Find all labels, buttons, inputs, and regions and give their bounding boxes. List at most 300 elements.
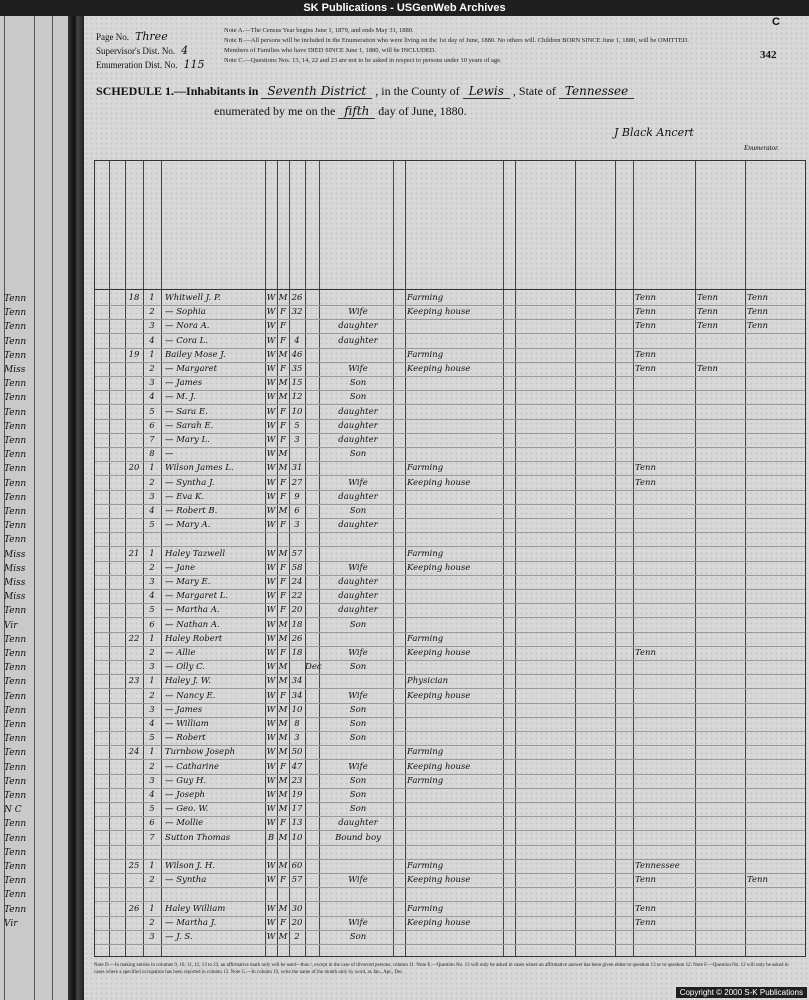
table-row bbox=[95, 902, 805, 917]
left-page-entry: Tenn bbox=[4, 734, 27, 745]
mother-birthplace: Tenn bbox=[747, 307, 768, 318]
color: W bbox=[266, 875, 276, 886]
census-notes bbox=[224, 26, 694, 66]
color: W bbox=[266, 406, 276, 417]
table-row bbox=[95, 362, 805, 377]
family-number: 6 bbox=[149, 420, 155, 431]
left-page-entry: Tenn bbox=[4, 535, 27, 546]
color: W bbox=[266, 392, 276, 403]
book-binding bbox=[68, 16, 84, 1000]
family-number: 1 bbox=[149, 676, 155, 687]
table-row bbox=[95, 575, 805, 590]
occupation: Farming bbox=[407, 775, 444, 786]
age: 32 bbox=[291, 307, 303, 318]
sex: F bbox=[280, 335, 286, 346]
person-name: — Syntha J. bbox=[165, 477, 215, 488]
left-page-entry: Miss bbox=[4, 549, 26, 560]
occupation: Keeping house bbox=[407, 364, 471, 374]
color: W bbox=[266, 378, 276, 389]
person-name: — Martha J. bbox=[165, 917, 217, 928]
age: 57 bbox=[291, 875, 303, 886]
relationship: Wife bbox=[348, 562, 368, 573]
table-row bbox=[95, 603, 805, 618]
table-row bbox=[95, 788, 805, 803]
age: 34 bbox=[291, 690, 303, 701]
sex: M bbox=[278, 662, 288, 673]
sex: F bbox=[280, 364, 286, 374]
birth-month: Dec bbox=[305, 662, 322, 673]
age: 6 bbox=[294, 506, 300, 516]
table-row bbox=[95, 490, 805, 505]
birthplace: Tenn bbox=[635, 293, 656, 303]
left-page-entry: Miss bbox=[4, 563, 26, 574]
table-row bbox=[95, 689, 805, 704]
occupation: Keeping house bbox=[407, 761, 471, 772]
person-name: — Joseph bbox=[165, 790, 206, 800]
relationship: Son bbox=[349, 790, 367, 800]
sex: F bbox=[280, 321, 286, 332]
table-row bbox=[95, 660, 805, 675]
sex: M bbox=[278, 378, 288, 389]
sex: F bbox=[280, 818, 286, 829]
family-number: 4 bbox=[149, 790, 155, 800]
family-number: 2 bbox=[149, 364, 155, 374]
relationship: daughter bbox=[338, 321, 378, 332]
table-row bbox=[95, 802, 805, 817]
person-name: Turnbow Joseph bbox=[165, 747, 236, 758]
occupation: Keeping house bbox=[407, 307, 471, 318]
family-number: 1 bbox=[149, 861, 155, 871]
family-number: 4 bbox=[149, 392, 155, 403]
person-name: — Mary A. bbox=[165, 520, 211, 531]
sex: M bbox=[278, 733, 288, 744]
person-name: — Nathan A. bbox=[165, 619, 220, 630]
color: W bbox=[266, 719, 276, 729]
left-page-entry: Tenn bbox=[4, 677, 27, 688]
left-page-entry: Miss bbox=[4, 578, 26, 588]
page-header-fields bbox=[96, 30, 205, 72]
color: W bbox=[266, 619, 276, 630]
left-page-entry: Tenn bbox=[4, 450, 27, 461]
sex: M bbox=[278, 633, 288, 644]
person-name: — Catharine bbox=[165, 761, 220, 772]
table-row bbox=[95, 419, 805, 434]
age: 22 bbox=[291, 591, 303, 602]
person-name: — M. J. bbox=[165, 392, 196, 403]
left-page-entry: Tenn bbox=[4, 904, 27, 915]
age: 12 bbox=[291, 392, 303, 403]
left-page-entry: Tenn bbox=[4, 705, 27, 716]
color: W bbox=[266, 818, 276, 829]
table-row bbox=[95, 859, 805, 874]
color: W bbox=[266, 676, 276, 687]
sex: F bbox=[280, 520, 286, 531]
color: W bbox=[266, 605, 276, 616]
left-page-entry: Tenn bbox=[4, 663, 27, 674]
sex: F bbox=[280, 577, 286, 587]
color: W bbox=[266, 747, 276, 758]
color: W bbox=[266, 633, 276, 644]
color: W bbox=[266, 335, 276, 346]
person-name: — James bbox=[165, 704, 203, 715]
age: 3 bbox=[294, 733, 300, 744]
left-page-entry: Tenn bbox=[4, 492, 27, 503]
occupation: Farming bbox=[407, 633, 444, 644]
family-number: 6 bbox=[149, 818, 155, 829]
occupation: Farming bbox=[407, 903, 444, 914]
family-number: 2 bbox=[149, 690, 155, 701]
enum-day-suffix: day of June, 1880. bbox=[378, 104, 467, 118]
table-row bbox=[95, 390, 805, 405]
district-value: Seventh District bbox=[261, 84, 372, 99]
person-name: — Nancy E. bbox=[165, 690, 216, 701]
sex: F bbox=[280, 435, 286, 445]
table-row bbox=[95, 816, 805, 831]
color: W bbox=[266, 790, 276, 800]
left-page-entry: Tenn bbox=[4, 776, 27, 787]
dwelling-number: 23 bbox=[128, 676, 140, 687]
table-row bbox=[95, 930, 805, 945]
sex: F bbox=[280, 917, 286, 928]
left-page-entry: N C bbox=[4, 805, 22, 816]
schedule-title: SCHEDULE 1.—Inhabitants in bbox=[96, 84, 259, 98]
sex: M bbox=[278, 804, 288, 815]
mother-birthplace: Tenn bbox=[747, 321, 768, 332]
family-number: 7 bbox=[149, 832, 155, 843]
family-number: 7 bbox=[149, 435, 155, 445]
left-page-entry: Tenn bbox=[4, 379, 27, 390]
age: 47 bbox=[291, 761, 303, 772]
age: 10 bbox=[291, 704, 303, 715]
age: 24 bbox=[291, 577, 303, 587]
person-name: — J. S. bbox=[165, 932, 193, 942]
age: 2 bbox=[294, 932, 300, 942]
table-row bbox=[95, 504, 805, 519]
sex: F bbox=[280, 491, 286, 502]
relationship: Wife bbox=[348, 364, 368, 374]
sex: M bbox=[278, 747, 288, 758]
occupation: Keeping house bbox=[407, 690, 471, 701]
family-number: 1 bbox=[149, 349, 155, 360]
sex: M bbox=[278, 349, 288, 360]
dwelling-number: 22 bbox=[128, 633, 140, 644]
occupation: Physician bbox=[407, 676, 449, 687]
age: 10 bbox=[291, 832, 303, 843]
family-number: 2 bbox=[149, 648, 155, 658]
left-page-entry: Tenn bbox=[4, 294, 27, 304]
enumeration-line bbox=[214, 104, 467, 119]
birthplace: Tenn bbox=[635, 364, 656, 374]
birthplace: Tenn bbox=[635, 903, 656, 914]
occupation: Keeping house bbox=[407, 562, 471, 573]
occupation: Farming bbox=[407, 293, 444, 303]
sex: M bbox=[278, 719, 288, 729]
color: W bbox=[266, 804, 276, 815]
color: W bbox=[266, 861, 276, 871]
person-name: Sutton Thomas bbox=[165, 832, 231, 843]
age: 5 bbox=[294, 420, 300, 431]
color: W bbox=[266, 903, 276, 914]
family-number: 6 bbox=[149, 619, 155, 630]
sex: M bbox=[278, 506, 288, 516]
family-number: 4 bbox=[149, 719, 155, 729]
person-name: Whitwell J. P. bbox=[165, 293, 221, 303]
sex: M bbox=[278, 619, 288, 630]
family-number: 2 bbox=[149, 562, 155, 573]
left-page-entry: Tenn bbox=[4, 336, 27, 347]
age: 17 bbox=[291, 804, 303, 815]
age: 57 bbox=[291, 548, 303, 559]
relationship: daughter bbox=[338, 491, 378, 502]
family-number: 1 bbox=[149, 548, 155, 559]
family-number: 5 bbox=[149, 520, 155, 531]
sex: M bbox=[278, 932, 288, 942]
person-name: — Olly C. bbox=[165, 662, 206, 673]
left-page-entry: Tenn bbox=[4, 819, 27, 830]
enumerator-label: Enumerator. bbox=[744, 144, 779, 152]
family-number: 4 bbox=[149, 506, 155, 516]
left-page-entry: Tenn bbox=[4, 507, 27, 517]
age: 19 bbox=[291, 790, 303, 800]
color: W bbox=[266, 435, 276, 445]
table-row bbox=[95, 532, 805, 547]
person-name: — Mollie bbox=[165, 818, 204, 829]
age: 9 bbox=[294, 491, 300, 502]
table-row bbox=[95, 873, 805, 888]
left-page-entry: Tenn bbox=[4, 606, 27, 617]
age: 27 bbox=[291, 477, 303, 488]
color: W bbox=[266, 477, 276, 488]
table-row bbox=[95, 632, 805, 647]
left-page-entry: Tenn bbox=[4, 847, 27, 858]
page-number: 342 bbox=[760, 49, 777, 61]
table-row bbox=[95, 405, 805, 420]
left-page-entry: Miss bbox=[4, 592, 26, 603]
sex: M bbox=[278, 903, 288, 914]
left-page-entry: Tenn bbox=[4, 649, 27, 659]
mother-birthplace: Tenn bbox=[747, 293, 768, 303]
family-number: 2 bbox=[149, 307, 155, 318]
sex: F bbox=[280, 690, 286, 701]
age: 4 bbox=[294, 335, 300, 346]
dwelling-number: 19 bbox=[128, 349, 140, 360]
age: 35 bbox=[291, 364, 303, 374]
relationship: Son bbox=[349, 449, 367, 460]
relationship: daughter bbox=[338, 591, 378, 602]
table-row bbox=[95, 831, 805, 846]
family-number: 1 bbox=[149, 747, 155, 758]
occupation: Farming bbox=[407, 463, 444, 474]
color: W bbox=[266, 775, 276, 786]
color: W bbox=[266, 704, 276, 715]
family-number: 2 bbox=[149, 761, 155, 772]
table-row bbox=[95, 774, 805, 789]
relationship: Son bbox=[349, 704, 367, 715]
age: 3 bbox=[294, 520, 300, 531]
relationship: Bound boy bbox=[335, 832, 381, 843]
table-row bbox=[95, 547, 805, 562]
relationship: Son bbox=[349, 392, 367, 403]
age: 30 bbox=[291, 903, 303, 914]
color: W bbox=[266, 562, 276, 573]
table-row bbox=[95, 518, 805, 533]
relationship: Son bbox=[349, 733, 367, 744]
color: W bbox=[266, 463, 276, 474]
relationship: daughter bbox=[338, 435, 378, 445]
relationship: Son bbox=[349, 506, 367, 516]
table-row bbox=[95, 376, 805, 391]
table-row bbox=[95, 348, 805, 363]
person-name: — Eva K. bbox=[165, 491, 205, 502]
county-label: , in the County of bbox=[375, 84, 460, 98]
person-name: — Sophia bbox=[165, 307, 206, 318]
sex: M bbox=[278, 548, 288, 559]
sex: M bbox=[278, 463, 288, 474]
birthplace: Tenn bbox=[635, 477, 656, 488]
left-page-entry: Tenn bbox=[4, 890, 27, 901]
color: W bbox=[266, 733, 276, 744]
age: 60 bbox=[291, 861, 303, 871]
color: W bbox=[266, 690, 276, 701]
family-number: 1 bbox=[149, 293, 155, 303]
age: 18 bbox=[291, 648, 303, 658]
relationship: Son bbox=[349, 378, 367, 389]
left-page-entry: Tenn bbox=[4, 421, 27, 432]
family-number: 2 bbox=[149, 917, 155, 928]
occupation: Farming bbox=[407, 861, 444, 871]
left-page-entry: Tenn bbox=[4, 862, 27, 872]
person-name: — Guy H. bbox=[165, 775, 207, 786]
color: W bbox=[266, 662, 276, 673]
family-number: 5 bbox=[149, 804, 155, 815]
person-name: — Margaret L. bbox=[165, 591, 229, 602]
color: W bbox=[266, 506, 276, 516]
table-row bbox=[95, 334, 805, 349]
table-row bbox=[95, 461, 805, 476]
schedule-title-line bbox=[96, 84, 796, 99]
footnote: Note D.—In making entries in columns 9, 10, 11, 12, 13 to 23, an affirmative mark only will be used—thus /, except in the case of divorced persons, column 11. Note E.—Question No. 13 will only be asked in cases where an affirmative answer has been given either to question 13 or to question 12. Note F.—Question No. 12 will only be asked in cases where a specified occupation has been reported in column 13. Note G.—In column 19, write the name of the month only by word, as Jan., Apr., Dec. bbox=[94, 963, 789, 975]
relationship: daughter bbox=[338, 605, 378, 616]
color: W bbox=[266, 761, 276, 772]
birthplace: Tennessee bbox=[635, 861, 680, 871]
table-row bbox=[95, 433, 805, 448]
family-number: 2 bbox=[149, 875, 155, 886]
relationship: Wife bbox=[348, 917, 368, 928]
color: W bbox=[266, 548, 276, 559]
family-number: 8 bbox=[149, 449, 155, 460]
census-table bbox=[94, 160, 806, 957]
color: W bbox=[266, 364, 276, 374]
family-number: 3 bbox=[149, 378, 155, 389]
left-page-entry: Tenn bbox=[4, 876, 27, 887]
left-page-entry: Tenn bbox=[4, 748, 27, 759]
note-b: Note B.—All persons will be included in the Enumeration who were living on the 1st day of June, 1880. No others will. Children BORN SINCE June 1, 1880, will be OMITTED. Members of Families who have DIED SINCE June 1, 1880, will be INCLUDED. bbox=[224, 37, 689, 54]
table-row bbox=[95, 674, 805, 689]
sex: F bbox=[280, 406, 286, 417]
family-number: 1 bbox=[149, 463, 155, 474]
person-name: Haley Robert bbox=[165, 633, 223, 644]
father-birthplace: Tenn bbox=[697, 307, 718, 318]
person-name: Wilson J. H. bbox=[165, 861, 215, 871]
left-page-entry: Tenn bbox=[4, 691, 27, 702]
sex: F bbox=[280, 562, 286, 573]
dwelling-number: 21 bbox=[128, 548, 140, 559]
relationship: Wife bbox=[348, 307, 368, 318]
age: 18 bbox=[291, 619, 303, 630]
person-name: Bailey Mose J. bbox=[165, 349, 226, 360]
census-page bbox=[84, 16, 809, 1000]
family-number: 2 bbox=[149, 477, 155, 488]
sex: F bbox=[280, 875, 286, 886]
age: 26 bbox=[291, 633, 303, 644]
sex: M bbox=[278, 832, 288, 843]
person-name: — Nora A. bbox=[165, 321, 210, 332]
table-row bbox=[95, 745, 805, 760]
enum-text: enumerated by me on the bbox=[214, 104, 336, 118]
birthplace: Tenn bbox=[635, 875, 656, 886]
relationship: daughter bbox=[338, 818, 378, 829]
color: W bbox=[266, 349, 276, 360]
relationship: Wife bbox=[348, 477, 368, 488]
person-name: — Jane bbox=[165, 562, 196, 573]
occupation: Keeping house bbox=[407, 875, 471, 886]
person-name: — Margaret bbox=[165, 364, 218, 374]
person-name: Wilson James L. bbox=[165, 463, 234, 474]
table-row bbox=[95, 845, 805, 860]
left-page-entry: Tenn bbox=[4, 322, 27, 333]
family-number: 3 bbox=[149, 662, 155, 673]
color: W bbox=[266, 491, 276, 502]
table-row bbox=[95, 916, 805, 931]
relationship: daughter bbox=[338, 420, 378, 431]
person-name: — Geo. W. bbox=[165, 804, 209, 815]
person-name: Haley J. W. bbox=[165, 676, 211, 687]
occupation: Farming bbox=[407, 349, 444, 360]
person-name: — Allie bbox=[165, 648, 196, 658]
sex: F bbox=[280, 477, 286, 488]
table-row bbox=[95, 476, 805, 491]
color: W bbox=[266, 577, 276, 587]
family-number: 4 bbox=[149, 335, 155, 346]
supervisor-value: 4 bbox=[181, 44, 189, 57]
table-row bbox=[95, 703, 805, 718]
sex: M bbox=[278, 704, 288, 715]
left-page-entry: Miss bbox=[4, 365, 26, 375]
birthplace: Tenn bbox=[635, 349, 656, 360]
age: 20 bbox=[291, 605, 303, 616]
person-name: — Mary L. bbox=[165, 435, 210, 445]
left-page-entry: Tenn bbox=[4, 436, 27, 446]
person-name: — Cora L. bbox=[165, 335, 209, 346]
person-name: — William bbox=[165, 719, 209, 729]
color: W bbox=[266, 917, 276, 928]
sex: M bbox=[278, 449, 288, 460]
father-birthplace: Tenn bbox=[697, 364, 718, 374]
state-label: , State of bbox=[512, 84, 556, 98]
enumeration-label: Enumeration Dist. No. bbox=[96, 60, 178, 70]
relationship: Wife bbox=[348, 648, 368, 658]
color: B bbox=[267, 832, 275, 843]
left-page-entry: Tenn bbox=[4, 634, 27, 645]
archive-banner: SK Publications - USGenWeb Archives bbox=[0, 0, 809, 16]
sex: F bbox=[280, 648, 286, 658]
age: 3 bbox=[294, 435, 300, 445]
sex: F bbox=[280, 307, 286, 318]
left-page-entry: Tenn bbox=[4, 308, 27, 319]
relationship: Wife bbox=[348, 690, 368, 701]
age: 31 bbox=[291, 463, 303, 474]
sex: M bbox=[278, 293, 288, 303]
